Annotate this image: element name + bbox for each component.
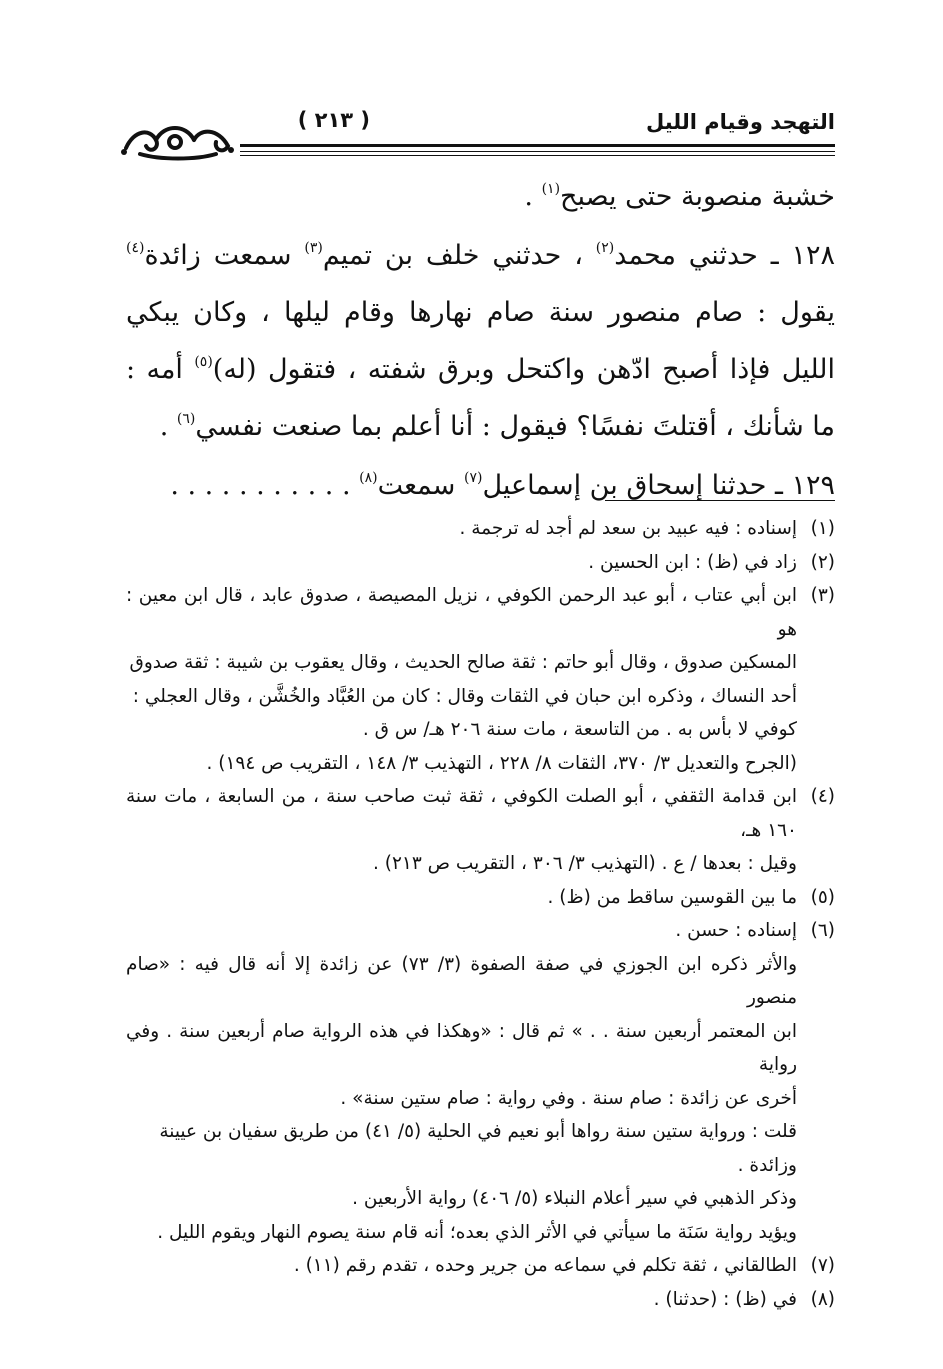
page-number: ( ٢١٣ ) [297,108,370,132]
footnote-label: (٥) [810,886,835,908]
footnote-label: (٧) [810,1255,835,1276]
footnote-2: (٢) زاد في (ظ) : ابن الحسين . [126,546,835,580]
footnote-label: (٣) [810,585,835,606]
footnote-3-sources: (الجرح والتعديل ٣/ ٣٧٠، الثقات ٨/ ٢٢٨ ، التهذيب ٣/ ١٤٨ ، التقريب ص ١٩٤) . [206,752,797,774]
footnote-ref: (٧) [463,470,483,486]
footnote-label: (٤) [810,786,835,807]
footnote-ref: (٣) [304,240,323,256]
footnote-ref: (٢) [595,240,615,256]
running-title: التهجد وقيام الليل [645,110,835,134]
footnote-label: (٢) [810,551,835,573]
footnote-5: (٥) ما بين القوسين ساقط من (ظ) . [126,881,835,915]
footnote-1: (١) إسناده : فيه عبيد بن سعد لم أجد له ترجمة . [126,512,835,546]
footnote-3: (٣) ابن أبي عتاب ، أبو عبد الرحمن الكوفي ، نزيل المصيصة ، صدوق عابد ، قال ابن معين : هو [126,579,835,646]
main-text [126,168,835,514]
footnote-4: (٤) ابن قدامة الثقفي ، أبو الصلت الكوفي ، ثقة ثبت صاحب سنة ، من السابعة ، مات سنة ١٦٠ هـ، [126,780,835,847]
footnote-7: (٧) الطالقاني ، ثقة تكلم في سماعه من جرير وحده ، تقدم رقم (١١) . [126,1249,835,1283]
footnote-6-cont: والأثر ذكره ابن الجوزي في صفة الصفوة (٣/ ٧٣) عن زائدة إلا أنه قال فيه : «صام منصور ابن المعتمر أربعين سنة . . » ثم قال : «وهكذا في هذه الرواية صام أربعين سنة . وفي رواية أخرى عن زائدة : صام سنة . وفي رواية : صام ستين سنة» . [126,953,798,1109]
footnotes [126,512,835,1316]
header-rules [240,144,835,156]
footnote-3-cont: المسكين صدوق ، وقال أبو حاتم : ثقة صالح الحديث ، وقال يعقوب بن شيبة : ثقة صدوق أحد النساك ، وذكره ابن حبان في الثقات وقال : كان من العُبَّاد والخُشَّن ، وقال العجلي : كوفي لا بأس به . من التاسعة ، مات سنة ٢٠٦ هـ/ س ق . [129,652,797,740]
footnote-label: (٨) [810,1288,835,1310]
footnote-4-cont: وقيل : بعدها / ع . (التهذيب ٣/ ٣٠٦ ، التقريب ص ٢١٣) . [372,853,797,874]
footnote-8: (٨) في (ظ) : (حدثنا) . [126,1283,835,1317]
footnote-ref: (٤) [126,240,145,256]
footnote-6: (٦) إسناده : حسن . [126,914,835,948]
narration-number: ١٢٨ ـ [757,240,836,271]
footnote-6-more: وذكر الذهبي في سير أعلام النبلاء (٥/ ٤٠٦) رواية الأربعين . ويؤيد رواية سَنَة ما سيأتي في الأثر الذي بعده؛ أنه قام سنة يصوم النهار ويقوم الليل . [157,1188,797,1243]
footnote-label: (٦) [810,920,835,941]
narration-number: ١٢٩ ـ [766,470,835,501]
footnote-separator [605,500,835,501]
header-ornament-icon [120,114,235,162]
page-header [120,100,835,170]
paragraph-129: ١٢٩ ـ حدثنا إسحاق بن إسماعيل$^{(٧)}$ سمعت$^{(٨)}$ . . . . . . . . . . . [170,470,835,501]
footnote-ref: (٥) [194,354,213,370]
paragraph-128: ١٢٨ ـ حدثني محمد$^{(٢)}$ ، حدثني خلف بن تميم$^{(٣)}$ سمعت زائدة$^{(٤)}$ يقول : صام منصور سنة صام نهارها وقام ليلها ، وكان يبكي الليل فإذا أصبح ادّهن واكتحل وبرق شفته ، فتقول (له)$^{(٥)}$ أمه : ما شأنك ، أقتلتَ نفسًا؟ فيقول : أنا أعلم بما صنعت نفسي$^{(٦)}$ . [126,240,836,442]
continuation-dots: . . . . . . . . . . . [170,470,360,501]
footnote-ref: (٦) [176,411,196,427]
footnote-ref: (٨) [359,470,378,486]
footnote-ref: (١) [541,181,561,197]
footnote-6-note: قلت : ورواية ستين سنة رواها أبو نعيم في الحلية (٥/ ٤١) من طريق سفيان بن عيينة وزائدة . [159,1121,797,1176]
main-line-continuation: خشبة منصوبة حتى يصبح$^{(١)}$ . [524,181,835,212]
footnote-label: (١) [810,518,835,539]
